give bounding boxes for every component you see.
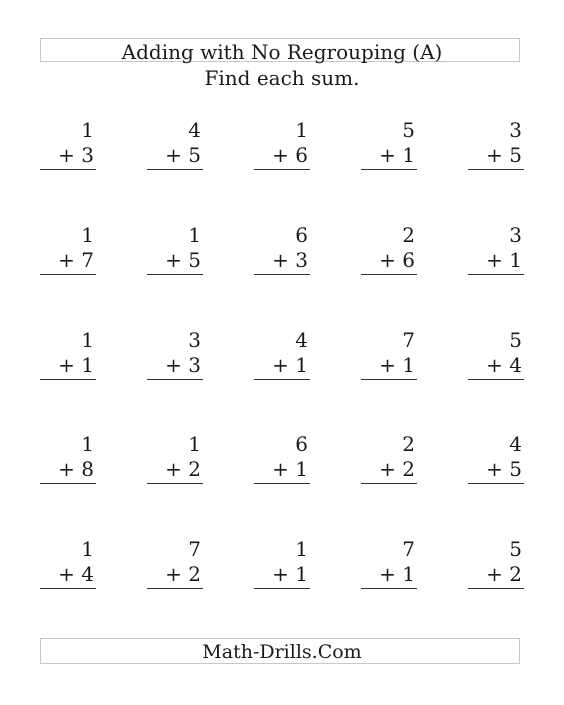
- answer-line: [468, 169, 524, 170]
- problem: [361, 223, 417, 283]
- problem: [254, 432, 310, 492]
- worksheet-title: Adding with No Regrouping (A): [121, 40, 443, 64]
- addend-bottom: + 3: [165, 353, 201, 377]
- addend-bottom: + 5: [486, 143, 522, 167]
- problem: [40, 432, 96, 492]
- addend-bottom: + 5: [165, 248, 201, 272]
- answer-line: [147, 379, 203, 380]
- answer-line: [361, 274, 417, 275]
- answer-line: [40, 169, 96, 170]
- problem: [40, 328, 96, 388]
- addend-top: 3: [509, 223, 522, 247]
- addend-top: 1: [295, 537, 308, 561]
- problem: [254, 118, 310, 178]
- problem: [468, 432, 524, 492]
- addend-top: 7: [402, 537, 415, 561]
- addend-bottom: + 2: [486, 562, 522, 586]
- problem: [254, 223, 310, 283]
- problem: [40, 537, 96, 597]
- answer-line: [40, 483, 96, 484]
- problem: [468, 223, 524, 283]
- answer-line: [468, 379, 524, 380]
- problem: [147, 118, 203, 178]
- answer-line: [40, 274, 96, 275]
- answer-line: [468, 483, 524, 484]
- addend-top: 1: [81, 223, 94, 247]
- addend-top: 3: [188, 328, 201, 352]
- answer-line: [40, 588, 96, 589]
- problem: [147, 328, 203, 388]
- footer-site-name: Math-Drills.Com: [202, 641, 362, 663]
- problem: [361, 328, 417, 388]
- answer-line: [361, 169, 417, 170]
- answer-line: [147, 274, 203, 275]
- addend-bottom: + 1: [272, 353, 308, 377]
- answer-line: [361, 483, 417, 484]
- addend-bottom: + 8: [58, 457, 94, 481]
- addend-top: 1: [188, 223, 201, 247]
- addend-top: 1: [81, 118, 94, 142]
- addend-top: 5: [509, 328, 522, 352]
- addend-bottom: + 1: [379, 562, 415, 586]
- problem: [254, 537, 310, 597]
- problem: [468, 328, 524, 388]
- addend-top: 6: [295, 432, 308, 456]
- addend-bottom: + 2: [165, 457, 201, 481]
- answer-line: [361, 588, 417, 589]
- addend-bottom: + 6: [272, 143, 308, 167]
- problem: [147, 537, 203, 597]
- addend-bottom: + 1: [272, 562, 308, 586]
- problem: [40, 118, 96, 178]
- addend-top: 1: [81, 328, 94, 352]
- addend-top: 3: [509, 118, 522, 142]
- addend-bottom: + 3: [58, 143, 94, 167]
- answer-line: [361, 379, 417, 380]
- problem: [361, 537, 417, 597]
- answer-line: [147, 483, 203, 484]
- addend-top: 4: [188, 118, 201, 142]
- answer-line: [254, 169, 310, 170]
- addend-bottom: + 1: [58, 353, 94, 377]
- addend-top: 6: [295, 223, 308, 247]
- addend-top: 4: [509, 432, 522, 456]
- answer-line: [254, 379, 310, 380]
- addend-bottom: + 5: [165, 143, 201, 167]
- answer-line: [468, 274, 524, 275]
- answer-line: [254, 274, 310, 275]
- addend-bottom: + 3: [272, 248, 308, 272]
- addend-bottom: + 2: [379, 457, 415, 481]
- addend-top: 5: [402, 118, 415, 142]
- problem: [468, 537, 524, 597]
- addend-top: 2: [402, 223, 415, 247]
- addend-bottom: + 4: [486, 353, 522, 377]
- addend-bottom: + 6: [379, 248, 415, 272]
- answer-line: [147, 169, 203, 170]
- worksheet-instruction: Find each sum.: [204, 66, 360, 90]
- problem: [40, 223, 96, 283]
- addend-top: 2: [402, 432, 415, 456]
- problem: [361, 118, 417, 178]
- problem: [147, 432, 203, 492]
- addend-bottom: + 1: [272, 457, 308, 481]
- problem: [361, 432, 417, 492]
- answer-line: [254, 483, 310, 484]
- addend-top: 7: [402, 328, 415, 352]
- answer-line: [40, 379, 96, 380]
- addend-top: 1: [81, 537, 94, 561]
- addend-bottom: + 1: [379, 143, 415, 167]
- addend-bottom: + 5: [486, 457, 522, 481]
- problem: [254, 328, 310, 388]
- problem: [147, 223, 203, 283]
- addend-top: 1: [188, 432, 201, 456]
- addend-top: 1: [295, 118, 308, 142]
- answer-line: [147, 588, 203, 589]
- addend-bottom: + 7: [58, 248, 94, 272]
- answer-line: [254, 588, 310, 589]
- addend-top: 5: [509, 537, 522, 561]
- addend-bottom: + 1: [486, 248, 522, 272]
- addend-bottom: + 2: [165, 562, 201, 586]
- addend-top: 7: [188, 537, 201, 561]
- problem: [468, 118, 524, 178]
- addend-bottom: + 1: [379, 353, 415, 377]
- addend-bottom: + 4: [58, 562, 94, 586]
- addend-top: 4: [295, 328, 308, 352]
- addend-top: 1: [81, 432, 94, 456]
- answer-line: [468, 588, 524, 589]
